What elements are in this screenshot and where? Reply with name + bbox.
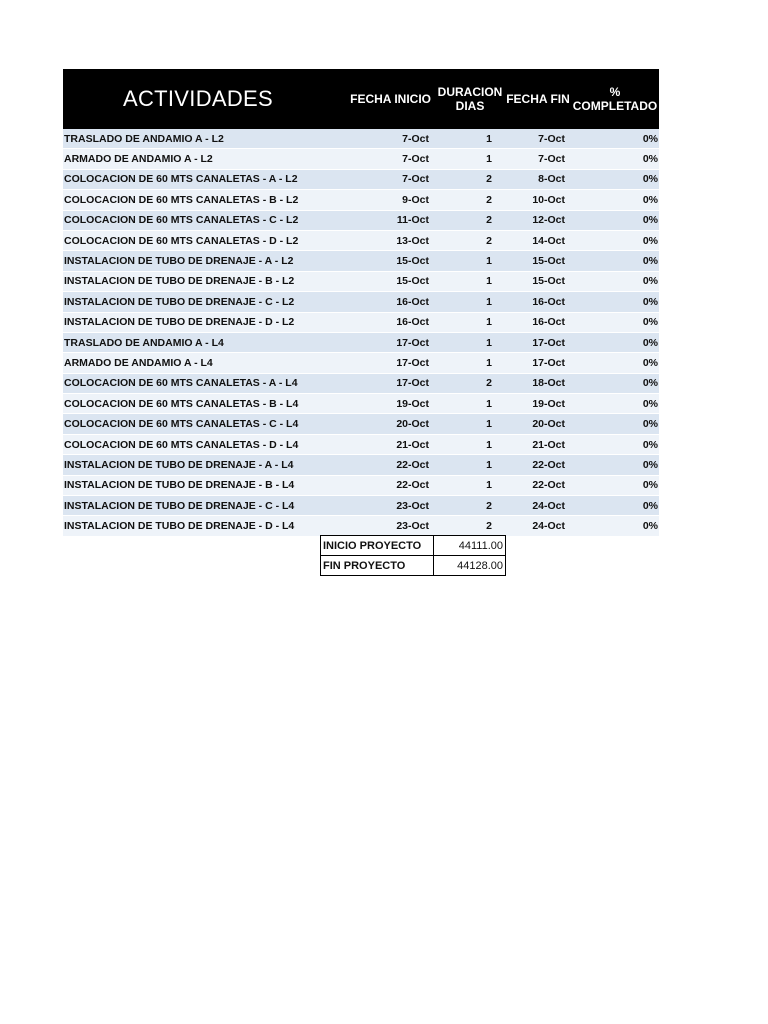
cell-completado[interactable]: 0% [571,149,659,169]
table-row [63,169,659,189]
cell-completado[interactable]: 0% [571,475,659,495]
cell-actividad[interactable]: COLOCACION DE 60 MTS CANALETAS - B - L4 [63,394,333,414]
cell-fecha-fin[interactable]: 16-Oct [505,312,571,332]
cell-fecha-fin[interactable]: 21-Oct [505,434,571,454]
cell-actividad[interactable]: COLOCACION DE 60 MTS CANALETAS - A - L4 [63,373,333,393]
cell-completado[interactable]: 0% [571,190,659,210]
cell-actividad[interactable]: INSTALACION DE TUBO DE DRENAJE - B - L4 [63,475,333,495]
table-row [63,496,659,516]
cell-duracion[interactable]: 2 [435,516,505,536]
table-row [63,251,659,271]
cell-fecha-inicio[interactable]: 17-Oct [333,332,435,352]
cell-duracion[interactable]: 2 [435,190,505,210]
cell-fecha-inicio[interactable]: 17-Oct [333,373,435,393]
table-row [63,475,659,495]
cell-fecha-inicio[interactable]: 7-Oct [333,129,435,149]
cell-duracion[interactable]: 1 [435,251,505,271]
cell-duracion[interactable]: 2 [435,373,505,393]
cell-fecha-inicio[interactable]: 16-Oct [333,292,435,312]
cell-fecha-inicio[interactable]: 22-Oct [333,455,435,475]
header-row [63,69,659,129]
table-row [63,394,659,414]
cell-fecha-inicio[interactable]: 17-Oct [333,353,435,373]
cell-actividad[interactable]: COLOCACION DE 60 MTS CANALETAS - D - L2 [63,230,333,250]
cell-fecha-fin[interactable]: 8-Oct [505,169,571,189]
cell-completado[interactable]: 0% [571,394,659,414]
cell-completado[interactable]: 0% [571,230,659,250]
cell-duracion[interactable]: 1 [435,129,505,149]
cell-duracion[interactable]: 1 [435,455,505,475]
cell-completado[interactable]: 0% [571,332,659,352]
cell-completado[interactable]: 0% [571,373,659,393]
cell-duracion[interactable]: 1 [435,332,505,352]
cell-fecha-inicio[interactable]: 7-Oct [333,149,435,169]
header-duracion-dias [435,69,505,129]
cell-completado[interactable]: 0% [571,312,659,332]
cell-duracion[interactable]: 2 [435,496,505,516]
project-summary-table [320,535,506,576]
fin-proyecto-label: FIN PROYECTO [321,556,434,576]
cell-actividad[interactable]: COLOCACION DE 60 MTS CANALETAS - B - L2 [63,190,333,210]
cell-fecha-inicio[interactable]: 9-Oct [333,190,435,210]
cell-actividad[interactable]: TRASLADO DE ANDAMIO A - L2 [63,129,333,149]
table-row [63,312,659,332]
cell-duracion[interactable]: 1 [435,414,505,434]
cell-duracion[interactable]: 1 [435,149,505,169]
cell-completado[interactable]: 0% [571,169,659,189]
cell-fecha-fin[interactable]: 20-Oct [505,414,571,434]
cell-fecha-inicio[interactable]: 23-Oct [333,496,435,516]
cell-completado[interactable]: 0% [571,251,659,271]
cell-fecha-fin[interactable]: 10-Oct [505,190,571,210]
cell-duracion[interactable]: 1 [435,434,505,454]
table-row [63,210,659,230]
activities-table [63,69,659,537]
table-row [63,353,659,373]
cell-duracion[interactable]: 2 [435,210,505,230]
cell-duracion[interactable]: 1 [435,394,505,414]
table-row [63,190,659,210]
table-row [63,271,659,291]
cell-completado[interactable]: 0% [571,434,659,454]
cell-actividad[interactable]: COLOCACION DE 60 MTS CANALETAS - D - L4 [63,434,333,454]
cell-actividad[interactable]: INSTALACION DE TUBO DE DRENAJE - D - L4 [63,516,333,536]
inicio-proyecto-value[interactable]: 44111.00 [434,536,506,556]
cell-fecha-fin[interactable]: 24-Oct [505,516,571,536]
cell-completado[interactable]: 0% [571,129,659,149]
cell-actividad[interactable]: ARMADO DE ANDAMIO A - L4 [63,353,333,373]
cell-actividad[interactable]: INSTALACION DE TUBO DE DRENAJE - C - L4 [63,496,333,516]
table-row [63,292,659,312]
cell-fecha-inicio[interactable]: 23-Oct [333,516,435,536]
cell-completado[interactable]: 0% [571,210,659,230]
table-row [63,434,659,454]
table-row [63,332,659,352]
cell-completado[interactable]: 0% [571,496,659,516]
cell-duracion[interactable]: 2 [435,169,505,189]
cell-fecha-inicio[interactable]: 21-Oct [333,434,435,454]
cell-fecha-inicio[interactable]: 19-Oct [333,394,435,414]
cell-completado[interactable]: 0% [571,292,659,312]
table-row [63,455,659,475]
header-actividades: ACTIVIDADES [63,69,333,129]
cell-completado[interactable]: 0% [571,516,659,536]
cell-fecha-inicio[interactable]: 11-Oct [333,210,435,230]
cell-fecha-fin[interactable]: 16-Oct [505,292,571,312]
cell-actividad[interactable]: COLOCACION DE 60 MTS CANALETAS - C - L4 [63,414,333,434]
header-completado-line2: COMPLETADO [572,99,658,113]
fin-proyecto-value[interactable]: 44128.00 [434,556,506,576]
header-fecha-inicio: FECHA INICIO [333,69,435,129]
cell-fecha-fin[interactable]: 22-Oct [505,455,571,475]
cell-completado[interactable]: 0% [571,353,659,373]
cell-fecha-fin[interactable]: 7-Oct [505,149,571,169]
cell-completado[interactable]: 0% [571,455,659,475]
cell-fecha-fin[interactable]: 14-Oct [505,230,571,250]
table-row [63,414,659,434]
cell-actividad[interactable]: ARMADO DE ANDAMIO A - L2 [63,149,333,169]
cell-duracion[interactable]: 1 [435,271,505,291]
cell-duracion[interactable]: 1 [435,475,505,495]
header-fecha-fin: FECHA FIN [505,69,571,129]
cell-fecha-fin[interactable]: 22-Oct [505,475,571,495]
cell-duracion[interactable]: 2 [435,230,505,250]
cell-completado[interactable]: 0% [571,271,659,291]
cell-actividad[interactable]: INSTALACION DE TUBO DE DRENAJE - A - L2 [63,251,333,271]
cell-fecha-fin[interactable]: 7-Oct [505,129,571,149]
cell-fecha-inicio[interactable]: 7-Oct [333,169,435,189]
cell-fecha-fin[interactable]: 17-Oct [505,353,571,373]
cell-fecha-fin[interactable]: 12-Oct [505,210,571,230]
cell-actividad[interactable]: TRASLADO DE ANDAMIO A - L4 [63,332,333,352]
inicio-proyecto-label: INICIO PROYECTO [321,536,434,556]
header-duracion-line1: DURACION [437,85,503,99]
cell-actividad[interactable]: INSTALACION DE TUBO DE DRENAJE - D - L2 [63,312,333,332]
activity-rows [63,129,659,536]
header-duracion-line2: DIAS [455,99,485,113]
cell-completado[interactable]: 0% [571,414,659,434]
cell-fecha-fin[interactable]: 18-Oct [505,373,571,393]
summary-row-fin [321,556,506,576]
cell-fecha-inicio[interactable]: 20-Oct [333,414,435,434]
cell-fecha-inicio[interactable]: 16-Oct [333,312,435,332]
cell-duracion[interactable]: 1 [435,312,505,332]
header-completado [571,69,659,129]
summary-row-inicio [321,536,506,556]
table-row [63,129,659,149]
table-row [63,516,659,536]
cell-actividad[interactable]: COLOCACION DE 60 MTS CANALETAS - C - L2 [63,210,333,230]
cell-fecha-fin[interactable]: 17-Oct [505,332,571,352]
cell-actividad[interactable]: INSTALACION DE TUBO DE DRENAJE - A - L4 [63,455,333,475]
cell-actividad[interactable]: INSTALACION DE TUBO DE DRENAJE - C - L2 [63,292,333,312]
cell-fecha-inicio[interactable]: 15-Oct [333,251,435,271]
cell-fecha-inicio[interactable]: 15-Oct [333,271,435,291]
header-completado-line1: % [609,85,621,99]
cell-actividad[interactable]: INSTALACION DE TUBO DE DRENAJE - B - L2 [63,271,333,291]
table-row [63,230,659,250]
cell-fecha-fin[interactable]: 24-Oct [505,496,571,516]
cell-fecha-fin[interactable]: 15-Oct [505,271,571,291]
cell-fecha-fin[interactable]: 19-Oct [505,394,571,414]
cell-actividad[interactable]: COLOCACION DE 60 MTS CANALETAS - A - L2 [63,169,333,189]
cell-duracion[interactable]: 1 [435,292,505,312]
cell-fecha-fin[interactable]: 15-Oct [505,251,571,271]
table-row [63,149,659,169]
cell-duracion[interactable]: 1 [435,353,505,373]
cell-fecha-inicio[interactable]: 13-Oct [333,230,435,250]
table-row [63,373,659,393]
cell-fecha-inicio[interactable]: 22-Oct [333,475,435,495]
